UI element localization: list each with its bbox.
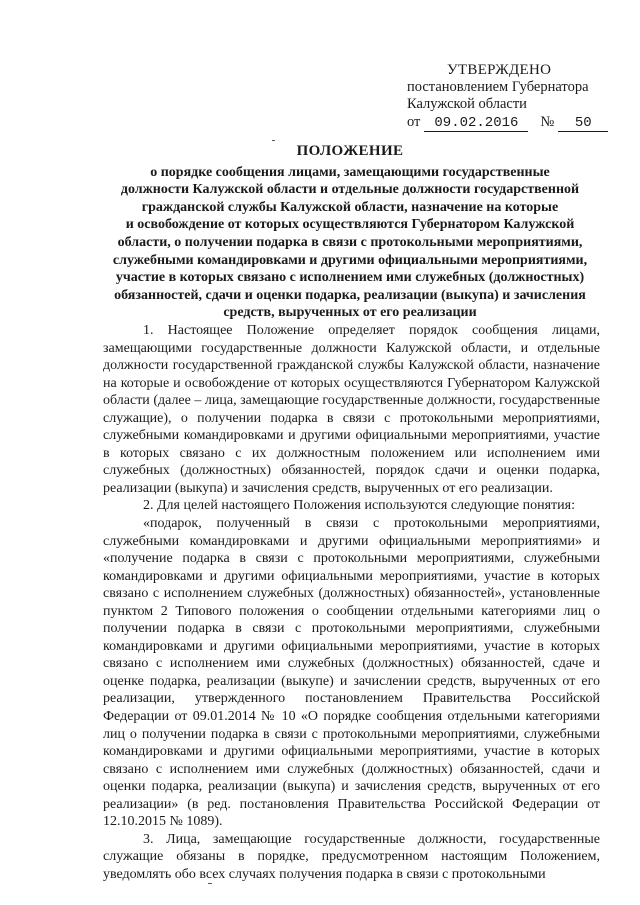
title-line: служебными командировками и другими официальными мероприятиями, [112, 252, 588, 268]
document-body [103, 322, 600, 884]
approval-number: 50 [558, 116, 608, 132]
approval-region: Калужской области [407, 96, 527, 112]
title-line: о порядке сообщения лицами, замещающими государственные [150, 164, 550, 180]
document-title: ПОЛОЖЕНИЕ [296, 143, 404, 159]
title-line: должности Калужской области и отдельные должности государственной [120, 182, 580, 198]
paragraph-2: 2. Для целей настоящего Положения используются следующие понятия: [143, 498, 575, 514]
approval-block [407, 62, 617, 132]
approval-date: 09.02.2016 [424, 116, 528, 132]
approval-date-line [407, 114, 617, 132]
title-line: гражданской службы Калужской области, назначение на которые [141, 199, 559, 215]
title-line: участие в которых связано с исполнением ими служебных (должностных) [115, 270, 585, 286]
paragraph-1: 1. Настоящее Положение определяет порядок сообщения лицами, замещающими государственные должности Калужской области, и отдельные должности государственной гражданской службы Калужской области, назначение на которые и освобождение от которых осуществляются Губернатором Калужской области (далее – лица, замещающие государственные должности, государственные служащие), о получении подарка в связи с протокольными мероприятиями, служебными командировками и другими официальными мероприятиями, участие в которых связано с их должностным положением или исполнением ими служебных (должностных) обязанностей, порядок сдачи и оценки подарка, реализации (выкупа) и зачисления средств, вырученных от его реализации. [103, 323, 600, 496]
title-line: средств, вырученных от его реализации [223, 305, 477, 321]
approved-heading: УТВЕРЖДЕНО [447, 62, 552, 78]
title-line: области, о получении подарка в связи с протокольными мероприятиями, [117, 234, 583, 250]
title-line: и освобождение от которых осуществляются Губернатором Калужской [125, 217, 575, 233]
from-label: от [407, 114, 421, 130]
scan-speck [272, 140, 275, 141]
number-sign: № [540, 114, 555, 130]
paragraph-3: 3. Лица, замещающие государственные должности, государственные служащие обязаны в порядке, предусмотренном настоящим Положением, уведомлять обо всех случаях получения подарка в связи с протокольными [103, 831, 600, 882]
title-line: обязанностей, сдачи и оценки подарка, реализации (выкупа) и зачисления [114, 287, 586, 303]
scan-speck [208, 883, 212, 884]
title-block [100, 143, 600, 322]
approval-issuer: постановлением Губернатора [407, 79, 589, 95]
paragraph-2-definitions: «подарок, полученный в связи с протокольными мероприятиями, служебными командировками и другими официальными мероприятиями» и «получение подарка в связи с протокольными мероприятиями, служебными командировками и другими официальными мероприятиями, участие в которых связано с исполнением служебных (должностных) обязанностей», установленные пунктом 2 Типового положения о сообщении отдельными категориями лиц о получении подарка в связи с протокольными мероприятиями, служебными командировками и другими официальными мероприятиями, участие в которых связано с исполнением ими служебных (должностных) обязанностей, сдаче и оценке подарка, реализации (выкупе) и зачислении средств, вырученных от его реализации, утвержденного постановлением Правительства Российской Федерации от 09.01.2014 № 10 «О порядке сообщения отдельными категориями лиц о получении подарка в связи с протокольными мероприятиями, служебными командировками и другими официальными мероприятиями, участие в которых связано с исполнением ими служебных (должностных) обязанностей, сдачи и оценки подарка, реализации (выкупа) и зачисления средств, вырученных от его реализации» (в ред. постановления Правительства Российской Федерации от 12.10.2015 № 1089). [103, 516, 600, 830]
